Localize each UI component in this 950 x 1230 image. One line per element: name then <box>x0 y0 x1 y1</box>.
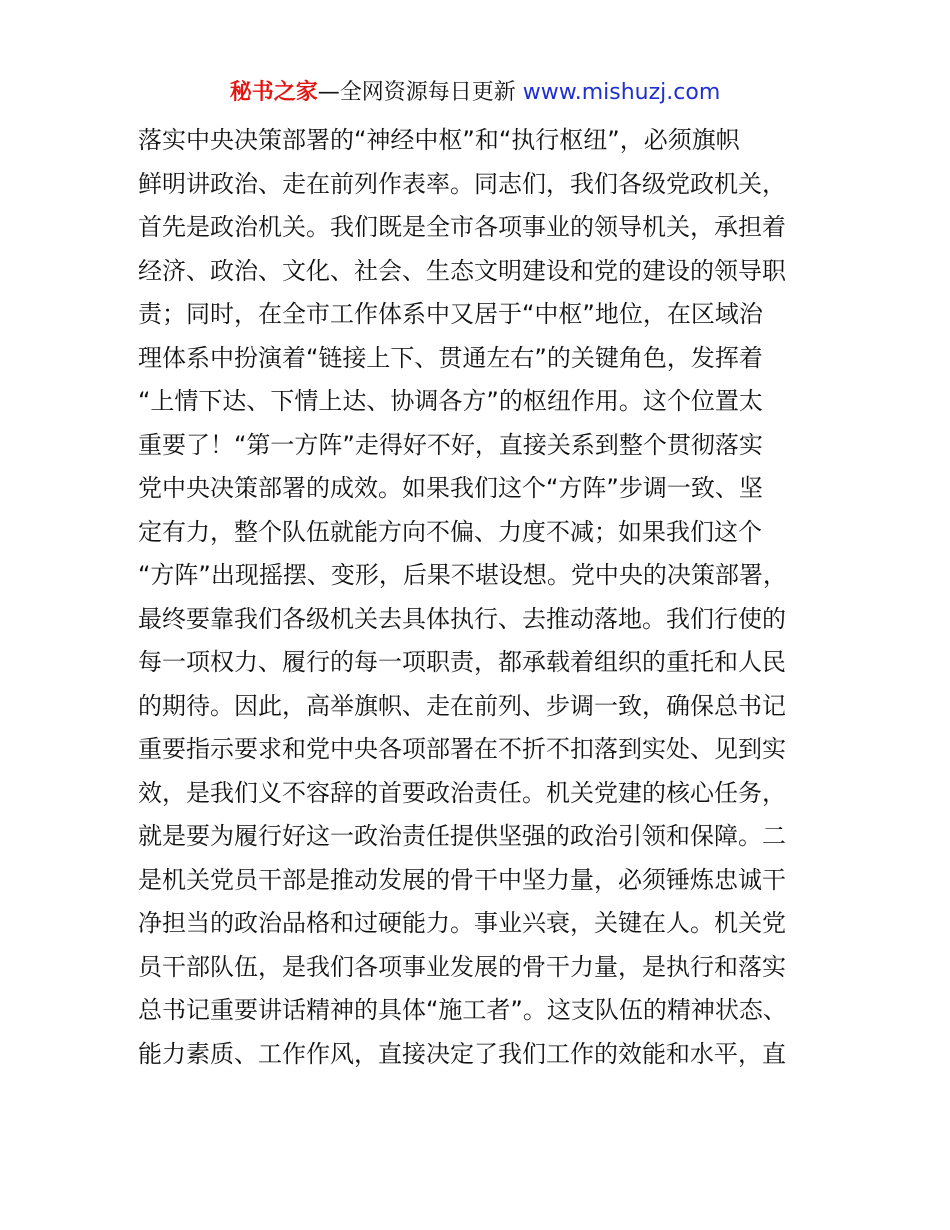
text-line: “方阵”出现摇摆、变形，后果不堪设想。党中央的决策部署， <box>138 561 787 589</box>
site-tagline: —全网资源每日更新 <box>317 80 516 105</box>
text-line: 效，是我们义不容辞的首要政治责任。机关党建的核心任务， <box>138 778 786 807</box>
text-line: 落实中央决策部署的“神经中枢”和“执行枢纽”，必须旗帜 <box>138 126 740 154</box>
text-line: 定有力，整个队伍就能方向不偏、力度不减；如果我们这个 <box>138 517 762 546</box>
text-line: 就是要为履行好这一政治责任提供坚强的政治引领和保障。二 <box>138 822 786 850</box>
text-line: 的期待。因此，高举旗帜、走在前列、步调一致，确保总书记 <box>138 691 786 720</box>
text-line: 总书记重要讲话精神的具体“施工者”。这支队伍的精神状态、 <box>138 996 787 1024</box>
text-line: 理体系中扮演着“链接上下、贯通左右”的关键角色，发挥着 <box>138 343 763 372</box>
text-line: 经济、政治、文化、社会、生态文明建设和党的建设的领导职 <box>138 256 786 285</box>
document-body <box>138 119 828 1076</box>
text-line: 能力素质、工作作风，直接决定了我们工作的效能和水平，直 <box>138 1039 786 1068</box>
text-line: 重要了！“第一方阵”走得好不好，直接关系到整个贯彻落实 <box>138 430 763 459</box>
site-url-link[interactable]: www.mishuzj.com <box>522 80 721 105</box>
text-line: 最终要靠我们各级机关去具体执行、去推动落地。我们行使的 <box>138 604 786 633</box>
text-line: 重要指示要求和党中央各项部署在不折不扣落到实处、见到实 <box>138 735 786 763</box>
text-line: 党中央决策部署的成效。如果我们这个“方阵”步调一致、坚 <box>138 474 763 502</box>
text-line: 员干部队伍，是我们各项事业发展的骨干力量，是执行和落实 <box>138 952 786 981</box>
text-line: 鲜明讲政治、走在前列作表率。同志们，我们各级党政机关， <box>138 169 786 198</box>
site-brand: 秘书之家 <box>229 80 318 105</box>
text-line: 是机关党员干部是推动发展的骨干中坚力量，必须锤炼忠诚干 <box>138 865 786 894</box>
text-line: 净担当的政治品格和过硬能力。事业兴衰，关键在人。机关党 <box>138 909 786 937</box>
site-header <box>0 76 950 110</box>
text-line: “上情下达、下情上达、协调各方”的枢纽作用。这个位置太 <box>138 387 763 415</box>
text-line: 责；同时，在全市工作体系中又居于“中枢”地位，在区域治 <box>138 300 763 328</box>
text-line: 首先是政治机关。我们既是全市各项事业的领导机关，承担着 <box>138 213 786 241</box>
text-line: 每一项权力、履行的每一项职责，都承载着组织的重托和人民 <box>138 648 786 676</box>
